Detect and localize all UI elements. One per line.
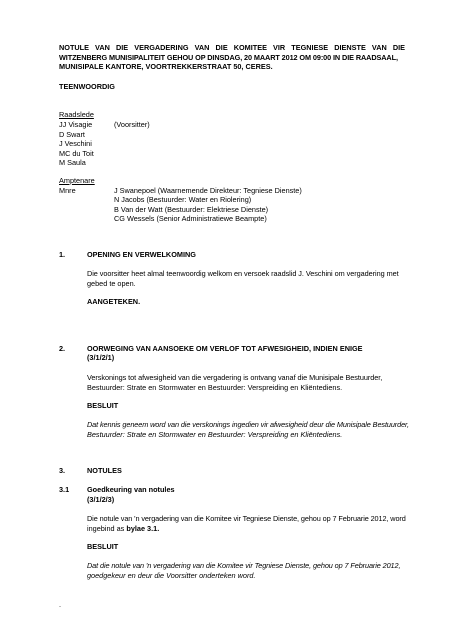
annex-reference: bylae 3.1. — [126, 523, 160, 533]
official-item: CG Wessels (Senior Administratiewe Beampte) — [114, 214, 267, 223]
official-item: J Swanepoel (Waarnemende Direkteur: Tegniese Dienste) — [114, 186, 302, 195]
section-3-1-ref: (3/1/2/3) — [87, 495, 115, 504]
councillor-name: J Veschini — [59, 139, 92, 148]
title-line-3: MUNISIPALE KANTORE, VOORTREKKERSTRAAT 50, CERES. — [59, 62, 273, 72]
councillors-label: Raadslede — [59, 110, 94, 119]
section-3-1-body — [87, 514, 405, 533]
section-3-1-resolution-line: Dat die notule van 'n vergadering van die Komitee vir Tegniese Dienste, gehou op 7 Februarie 2012, — [87, 561, 401, 570]
section-3-1-number: 3.1 — [59, 485, 70, 494]
section-3-1-resolution-line: goedgekeur en deur die Voorsitter onderteken word. — [87, 570, 256, 580]
section-2-ref: (3/1/2/1) — [87, 353, 115, 362]
title-line-2: WITZENBERG MUNISIPALITEIT GEHOU OP DINSDAG, 20 MAART 2012 OM 09:00 IN DIE RAADSAAL, — [59, 52, 398, 62]
section-1-number: 1. — [59, 250, 66, 259]
section-3-1-body-line — [87, 524, 405, 534]
document-title — [59, 43, 405, 72]
section-3-1-resolution-label: BESLUIT — [87, 542, 119, 551]
title-line-1: NOTULE VAN DIE VERGADERING VAN DIE KOMITEE VIR TEGNIESE DIENSTE VAN DIE — [59, 43, 405, 52]
present-heading: TEENWOORDIG — [59, 82, 115, 91]
section-3-number: 3. — [59, 466, 66, 475]
officials-prefix: Mnre — [59, 186, 76, 195]
section-3-title: NOTULES — [87, 466, 122, 475]
official-item: B Van der Watt (Bestuurder: Elektriese Dienste) — [114, 205, 269, 214]
section-1-body-line: Die voorsitter heet almal teenwoordig welkom en versoek raadslid J. Veschini om vergadering met — [87, 269, 399, 278]
section-3-1-resolution — [87, 561, 405, 580]
section-2-body-line: Verskonings tot afwesigheid van die vergadering is ontvang vanaf die Munisipale Bestuurder, — [87, 373, 383, 382]
councillor-role: (Voorsitter) — [114, 120, 150, 129]
section-1-title: OPENING EN VERWELKOMING — [87, 250, 196, 259]
section-2-resolution — [87, 420, 409, 439]
section-2-resolution-line: Bestuurder: Strate en Stormwater en Bestuurder: Verspreiding en Kliëntediens. — [87, 429, 343, 439]
councillor-name: JJ Visagie — [59, 120, 93, 129]
footer-mark: . — [59, 600, 62, 609]
councillor-name: M Saula — [59, 158, 86, 167]
section-2-body-line: Bestuurder: Strate en Stormwater en Bestuurder: Verspreiding en Kliëntediens. — [87, 382, 343, 392]
councillor-name: D Swart — [59, 130, 85, 139]
section-3-1-body-text: ingebind as — [87, 523, 127, 533]
official-item: N Jacobs (Bestuurder: Water en Riolering) — [114, 195, 252, 204]
section-1-body-line: gebed te open. — [87, 278, 136, 288]
officials-label: Amptenare — [59, 176, 95, 185]
councillor-name: MC du Toit — [59, 149, 94, 158]
section-1-body — [87, 269, 405, 288]
section-3-1-title: Goedkeuring van notules — [87, 485, 175, 494]
section-1-noted: AANGETEKEN. — [87, 297, 141, 306]
section-2-body — [87, 373, 405, 392]
section-2-number: 2. — [59, 344, 66, 353]
section-2-resolution-line: Dat kennis geneem word van die verskonings ingedien vir afwesigheid deur die Munisipale Bestuurder, — [87, 420, 409, 429]
section-2-title: OORWEGING VAN AANSOEKE OM VERLOF TOT AFWESIGHEID, INDIEN ENIGE — [87, 344, 363, 353]
section-2-resolution-label: BESLUIT — [87, 401, 119, 410]
section-3-1-body-line: Die notule van 'n vergadering van die Komitee vir Tegniese Dienste, gehou op 7 Februarie 2012, word — [87, 514, 406, 523]
